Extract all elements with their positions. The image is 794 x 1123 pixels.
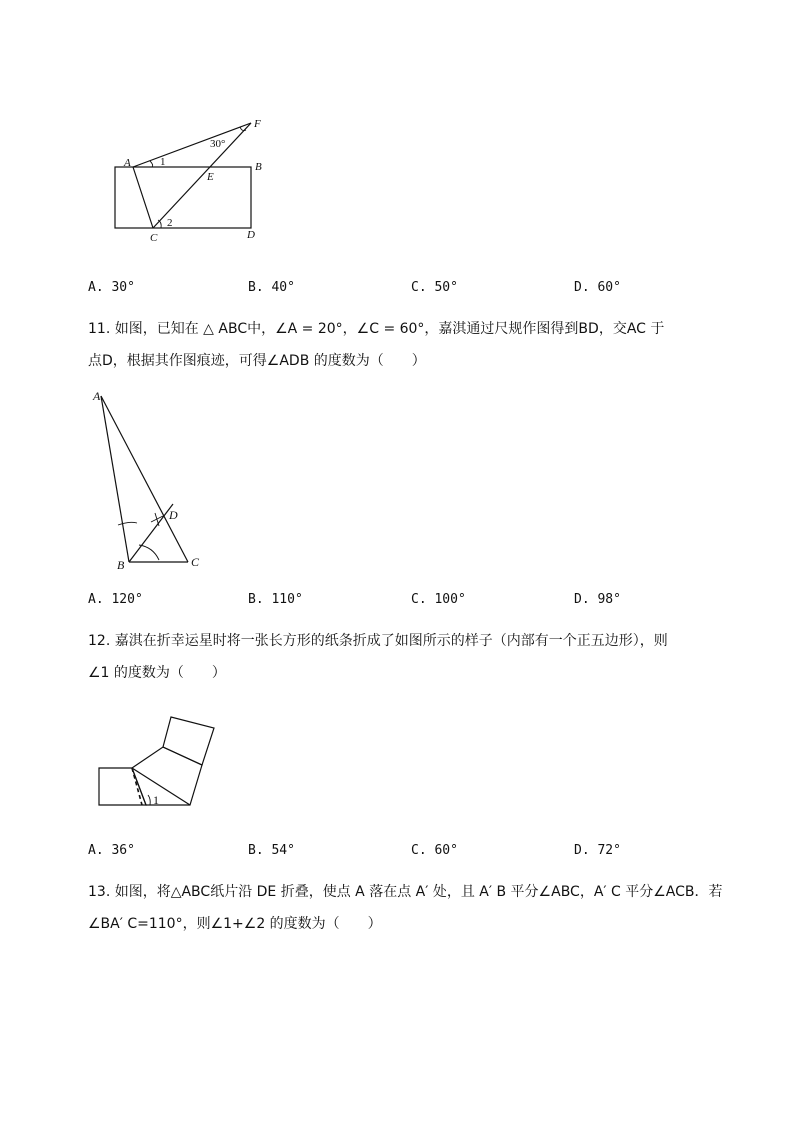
q10-option-b[interactable]: B. 40° [248, 280, 295, 295]
question-13-line-1: 13. 如图，将△ABC纸片沿 DE 折叠，使点 A 落在点 A′ 处，且 A′ B 平分∠ABC，A′ C 平分∠ACB．若 [88, 884, 723, 900]
q12-option-d[interactable]: D. 72° [574, 843, 621, 858]
q10-options [88, 280, 708, 300]
question-12-line-2: ∠1 的度数为（ ） [88, 665, 226, 681]
segment-cf [153, 123, 251, 228]
construction-arc-2 [139, 545, 159, 560]
folded-paper-strip-diagram [95, 710, 225, 810]
label-angle-2: 2 [167, 217, 173, 229]
q11-options [88, 592, 708, 612]
label-angle-1: 1 [153, 793, 159, 807]
q10-option-a[interactable]: A. 30° [88, 280, 135, 295]
q12-option-a[interactable]: A. 36° [88, 843, 135, 858]
segment-ac [101, 396, 188, 562]
rectangle-triangle-diagram [100, 110, 280, 250]
question-11-line-2: 点D，根据其作图痕迹，可得∠ADB 的度数为（ ） [88, 353, 426, 369]
segment-ac [133, 167, 153, 228]
q10-option-d[interactable]: D. 60° [574, 280, 621, 295]
label-angle-1: 1 [160, 156, 166, 168]
angle-2-arc [158, 220, 161, 228]
segment-bd [129, 504, 173, 562]
question-12 [88, 625, 710, 689]
strip-upper-rect [163, 717, 214, 765]
label-b: B [255, 161, 262, 173]
segment-ab [101, 396, 129, 562]
q12-option-b[interactable]: B. 54° [248, 843, 295, 858]
construction-arc-1 [118, 522, 137, 525]
label-angle-30: 30° [210, 138, 226, 150]
label-d: D [247, 229, 255, 241]
label-d: D [169, 508, 178, 522]
label-a: A [93, 389, 101, 403]
q10-option-c[interactable]: C. 50° [411, 280, 458, 295]
regular-pentagon [132, 747, 202, 805]
question-11-line-1: 11. 如图，已知在 △ ABC中，∠A = 20°，∠C = 60°，嘉淇通过尺规作图得到BD，交AC 于 [88, 321, 665, 337]
q11-option-c[interactable]: C. 100° [411, 592, 466, 607]
figure-q10 [100, 110, 280, 250]
figure-q12 [95, 710, 225, 810]
triangle-abc-construction [85, 385, 215, 575]
question-11 [88, 313, 710, 377]
segment-af [133, 123, 251, 167]
q12-options [88, 843, 708, 863]
fold-line [132, 768, 190, 805]
question-13-line-2: ∠BA′ C=110°，则∠1+∠2 的度数为（ ） [88, 916, 382, 932]
figure-q11 [85, 385, 215, 575]
label-b: B [117, 558, 125, 572]
label-f: F [254, 118, 261, 130]
angle-1-arc [150, 161, 153, 167]
q11-option-d[interactable]: D. 98° [574, 592, 621, 607]
label-c: C [150, 232, 158, 244]
q11-option-a[interactable]: A. 120° [88, 592, 143, 607]
label-c: C [191, 555, 200, 569]
label-a: A [124, 157, 131, 169]
question-12-line-1: 12. 嘉淇在折幸运星时将一张长方形的纸条折成了如图所示的样子（内部有一个正五边形），则 [88, 633, 668, 649]
angle-1-arc [148, 795, 150, 805]
q12-option-c[interactable]: C. 60° [411, 843, 458, 858]
label-e: E [207, 171, 214, 183]
q11-option-b[interactable]: B. 110° [248, 592, 303, 607]
question-13 [88, 876, 723, 940]
